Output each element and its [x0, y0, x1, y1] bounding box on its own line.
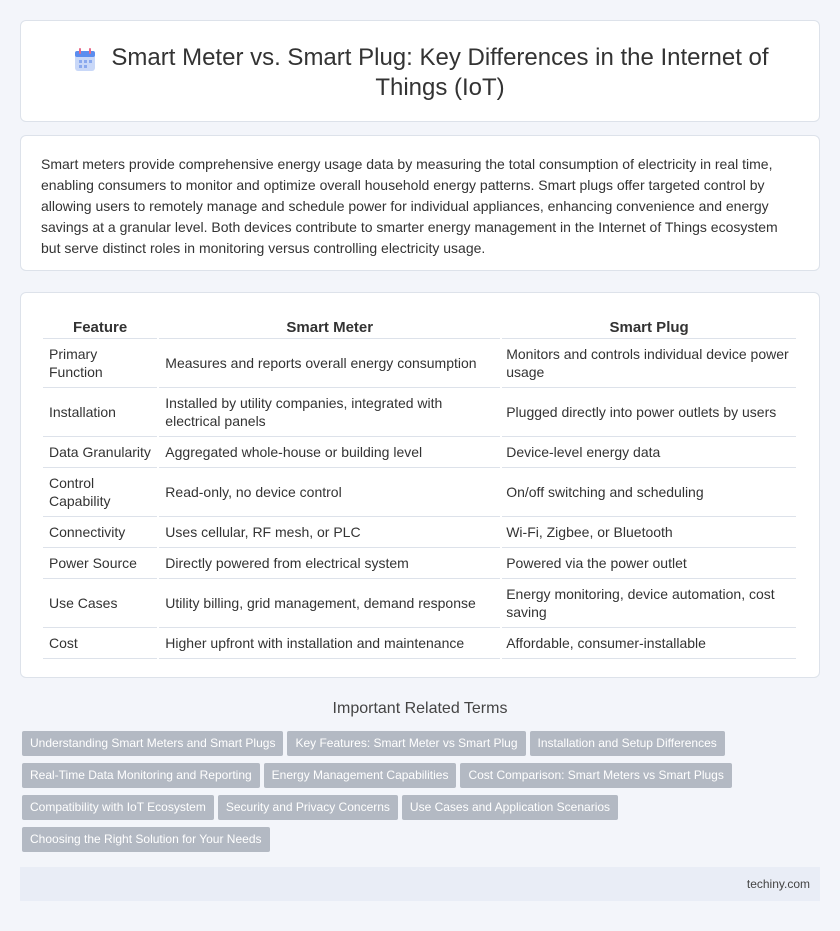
table-cell-smart-meter: Installed by utility companies, integrated with electrical panels — [159, 388, 500, 437]
header-smart-meter: Smart Meter — [159, 313, 500, 339]
table-cell-feature: Installation — [43, 388, 157, 437]
table-row — [43, 628, 796, 659]
table-cell-feature: Cost — [43, 628, 157, 659]
table-cell-smart-meter: Aggregated whole-house or building level — [159, 437, 500, 468]
comparison-table-card — [20, 292, 820, 678]
related-term-tag[interactable]: Use Cases and Application Scenarios — [402, 795, 618, 820]
table-cell-smart-plug: Device-level energy data — [502, 437, 796, 468]
table-cell-smart-meter: Utility billing, grid management, demand response — [159, 579, 500, 628]
comparison-table — [41, 313, 798, 659]
table-cell-feature: Data Granularity — [43, 437, 157, 468]
intro-card — [20, 135, 820, 271]
table-cell-feature: Power Source — [43, 548, 157, 579]
footer — [20, 867, 820, 901]
table-row — [43, 548, 796, 579]
table-cell-smart-plug: Affordable, consumer-installable — [502, 628, 796, 659]
table-cell-feature: Control Capability — [43, 468, 157, 517]
table-cell-smart-meter: Read-only, no device control — [159, 468, 500, 517]
header-smart-plug: Smart Plug — [502, 313, 796, 339]
intro-paragraph: Smart meters provide comprehensive energy usage data by measuring the total consumption of electricity in real time, enabling consumers to monitor and optimize overall household energy patterns. Smart plugs offer targeted control by allowing users to remotely manage and schedule power for individual appliances, enhancing convenience and energy savings at a granular level. Both devices contribute to smarter energy management in the Internet of Things ecosystem but serve distinct roles in monitoring versus controlling electricity usage. — [41, 156, 778, 256]
table-cell-smart-plug: Plugged directly into power outlets by users — [502, 388, 796, 437]
table-cell-smart-meter: Higher upfront with installation and maintenance — [159, 628, 500, 659]
related-term-tag[interactable]: Compatibility with IoT Ecosystem — [22, 795, 214, 820]
related-term-tag[interactable]: Energy Management Capabilities — [264, 763, 457, 788]
footer-site-link[interactable]: techiny.com — [746, 877, 810, 891]
table-cell-feature: Connectivity — [43, 517, 157, 548]
table-cell-feature: Use Cases — [43, 579, 157, 628]
table-cell-smart-meter: Uses cellular, RF mesh, or PLC — [159, 517, 500, 548]
table-cell-smart-plug: On/off switching and scheduling — [502, 468, 796, 517]
related-terms-list — [22, 731, 822, 859]
table-cell-smart-plug: Energy monitoring, device automation, cost saving — [502, 579, 796, 628]
table-cell-smart-meter: Directly powered from electrical system — [159, 548, 500, 579]
table-row — [43, 388, 796, 437]
table-cell-smart-plug: Monitors and controls individual device power usage — [502, 339, 796, 388]
related-term-tag[interactable]: Choosing the Right Solution for Your Needs — [22, 827, 270, 852]
header-feature: Feature — [43, 313, 157, 339]
related-term-tag[interactable]: Real-Time Data Monitoring and Reporting — [22, 763, 260, 788]
table-row — [43, 437, 796, 468]
table-row — [43, 339, 796, 388]
related-terms-heading: Important Related Terms — [332, 700, 508, 717]
related-term-tag[interactable]: Security and Privacy Concerns — [218, 795, 398, 820]
page-title: Smart Meter vs. Smart Plug: Key Differences in the Internet of Things (IoT) — [111, 44, 769, 101]
table-cell-feature: Primary Function — [43, 339, 157, 388]
table-cell-smart-plug: Powered via the power outlet — [502, 548, 796, 579]
header-card — [20, 20, 820, 122]
table-cell-smart-plug: Wi-Fi, Zigbee, or Bluetooth — [502, 517, 796, 548]
table-row — [43, 468, 796, 517]
related-term-tag[interactable]: Cost Comparison: Smart Meters vs Smart Plugs — [460, 763, 731, 788]
table-row — [43, 579, 796, 628]
related-term-tag[interactable]: Installation and Setup Differences — [530, 731, 725, 756]
table-row — [43, 517, 796, 548]
related-term-tag[interactable]: Understanding Smart Meters and Smart Plugs — [22, 731, 283, 756]
table-header-row — [43, 313, 796, 339]
related-term-tag[interactable]: Key Features: Smart Meter vs Smart Plug — [287, 731, 525, 756]
table-cell-smart-meter: Measures and reports overall energy consumption — [159, 339, 500, 388]
